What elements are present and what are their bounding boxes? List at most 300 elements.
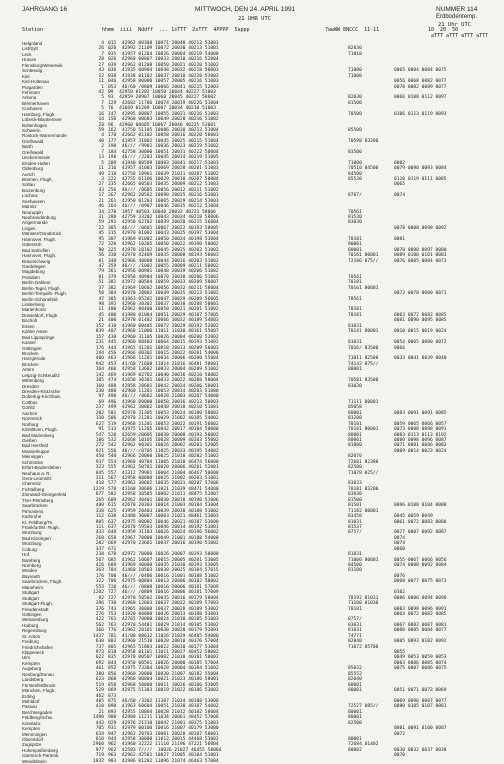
weather-groups: 70181	[348, 236, 362, 242]
weather-groups: 81031	[348, 552, 362, 558]
station-height: 363	[95, 568, 104, 574]
observation-groups: 648 41959 31103 10026 20024 40196 56002	[108, 530, 219, 536]
station-height: 21	[98, 709, 104, 715]
observation-groups: 490 46/// /0602 10028 21003 40207 54000	[108, 394, 219, 400]
weather-groups: 81530	[348, 215, 362, 220]
observation-groups: 875 46/60 /3302 11307 21034 40188 53000	[108, 698, 219, 704]
station-name: Würzburg	[22, 530, 42, 536]
station-height: 81	[98, 258, 104, 264]
soil-temps: 0064 0072 0082 0085	[394, 611, 447, 617]
observation-groups: 445 42960 00403 10064 20015 40193 51002	[108, 340, 219, 346]
station-name: Frankfurt/M. Flugh.	[22, 524, 61, 530]
station-height: 43	[98, 187, 104, 193]
station-height: 634	[95, 731, 104, 737]
soil-temps: 0096 0100 0104 0088	[394, 503, 447, 509]
station-name: Bocholt	[22, 318, 38, 324]
station-name: Aachen	[22, 410, 38, 416]
soil-temps: 0060	[394, 546, 406, 552]
station-name: Artern	[22, 367, 35, 373]
station-height: 21	[98, 318, 104, 324]
observation-groups: 637 42670 59503 10046 20014 40192 53001	[108, 524, 219, 530]
station-height: 433	[95, 530, 104, 536]
soil-temps: 0074	[394, 535, 406, 541]
station-height: 112	[95, 514, 104, 520]
observation-groups: 177 41957 31802 10045 20025 40215 51004	[108, 138, 219, 144]
volume-label: JAHRGANG 16	[22, 6, 68, 13]
station-name: Harzgerode	[22, 356, 46, 362]
station-height: 426	[95, 563, 104, 568]
station-height: 311	[95, 476, 104, 481]
station-height: 176	[95, 345, 104, 351]
station-height: 553	[95, 584, 104, 590]
weather-groups: 80001	[348, 709, 362, 715]
station-height: 72	[98, 242, 104, 248]
observation-groups: 393 42960 30302 10037 20038 40208 50001	[108, 302, 219, 307]
station-height: 338	[95, 508, 104, 514]
observation-groups: 962 42583 7//// 10026 21027 46455 58004	[108, 747, 222, 753]
observation-groups: 577 41962 30602 10035 20031 40207 57006	[108, 481, 219, 487]
observation-groups: 400 42962 00400 10050 20021 40201 51002	[108, 307, 219, 313]
station-name: Bremerhaven	[22, 100, 50, 106]
soil-temps: 0074	[394, 541, 406, 547]
station-height: 42	[98, 89, 104, 95]
weather-groups: 74142 875//	[348, 361, 379, 367]
station-name: Hamburg, Flugh.	[22, 111, 56, 117]
observation-groups: 567 42958 00000 10025 21002 40203 51001	[108, 476, 219, 481]
station-name: Greifswald	[22, 149, 44, 155]
station-name: Essen	[22, 323, 35, 329]
weather-groups: 70181	[348, 312, 362, 318]
station-height: 4	[101, 133, 104, 139]
observation-groups: 315 42970 01002 10043 20025 40197 53004	[108, 231, 219, 237]
observation-groups: 379 42958 40904 10070 20038 40206 51002	[108, 274, 219, 280]
observation-groups: 625 41959 20403 10039 20030 40188 51002	[108, 508, 219, 514]
soil-temps: 0082	[394, 160, 406, 166]
soil-temps: 0056 0068 0082 0077	[394, 79, 447, 85]
observation-groups: 704 41460 10503 10030 20025 40184 57015	[108, 568, 219, 574]
observation-groups: 222 42755 61106 10029 20010 40207 50004	[108, 176, 219, 182]
soil-temps: 0078 0088 0098 0092	[394, 225, 447, 231]
weather-groups: 80001	[348, 737, 362, 742]
station-name: Regensburg	[22, 628, 47, 634]
weather-groups: 71182 80001	[348, 508, 379, 514]
weather-groups: 72527 885//	[348, 704, 379, 710]
observation-groups: 548 42966 20000 10025 21010 40202 51002	[108, 454, 219, 460]
station-height: 43	[98, 68, 104, 74]
weather-groups: 81537	[348, 524, 362, 530]
observation-groups: 781 41/00 00612 11026 21029 46485 54000	[108, 633, 219, 639]
observation-groups: 856 42960 20000 10030 21007 40182 55004	[108, 671, 219, 677]
soil-temps: 0059 0065 0066 0057	[394, 421, 447, 427]
weather-groups: 71000	[348, 160, 362, 166]
weather-groups: 70510 84500	[348, 166, 379, 172]
observation-groups: 93 42959 20907 10060 20045 40227 58002	[108, 95, 216, 101]
station-height: 231	[95, 340, 104, 346]
soil-temps: 0049 0053 0059 0053	[394, 655, 447, 661]
weather-groups: 81031	[348, 519, 362, 525]
observation-groups: 818 42958 01101 11011 20027 40452 58002	[108, 650, 219, 655]
station-height: 268	[95, 535, 104, 541]
soil-temps: 0075 0087 0086 0075	[394, 666, 447, 672]
station-name: Göttingen	[22, 345, 42, 351]
weather-groups: 80001	[348, 247, 362, 253]
station-name: Brocken	[22, 361, 39, 367]
station-height: 31	[98, 215, 104, 220]
column-head-soil-temp: 10 20 50 aTTT aTTT aTTT aTTT	[428, 27, 489, 39]
observation-groups: 453 41/60 71608 11014 21016 46481 58001	[108, 361, 219, 367]
station-height: 977	[95, 747, 104, 753]
station-name: Freiburg	[22, 639, 39, 645]
station-name: Chemnitz	[22, 481, 42, 487]
soil-temps: 0065 0084 0084 0075	[394, 68, 447, 74]
station-height: 2960	[92, 742, 104, 748]
station-height: 942	[95, 361, 104, 367]
station-height: 5	[101, 160, 104, 166]
station-name: Schwerin	[22, 128, 41, 133]
observation-groups: 554 41960 40704 11005 21010 46474 56000	[108, 459, 219, 465]
station-name: Potsdam	[22, 274, 40, 280]
soil-temps: 0069 0090 0087 0077	[394, 698, 447, 704]
station-name: Flensburg/Weserwik	[22, 62, 63, 68]
weather-groups: 70161 80001	[348, 285, 379, 291]
station-height: 692	[95, 660, 104, 666]
soil-temps: 0072	[394, 731, 406, 737]
station-height: 3	[101, 176, 104, 182]
soil-temps: 0083 0098 0096 0091	[394, 606, 447, 612]
soil-temps: 0078 0082 0089 0077	[394, 84, 447, 90]
weather-groups: 8757/	[348, 530, 362, 536]
soil-temps: 0110 0119 0111 0085	[394, 176, 447, 182]
station-height: 95	[98, 236, 104, 242]
soil-temps: 0054 0065 0080 0072	[394, 340, 447, 346]
station-height: 34	[98, 209, 104, 215]
observation-groups: 944 42958 30000 11012 20015 44468 53002	[108, 737, 219, 742]
soil-temp-label: Erdbodentemp.	[436, 14, 478, 20]
weather-groups: 70561	[348, 296, 362, 302]
weather-groups: 80002	[348, 747, 362, 753]
station-name: Kl. Feldberg/Ts.	[22, 519, 54, 525]
observation-groups: 267 42962 20502 10090 20035 40216 53001	[108, 193, 219, 199]
observation-groups: 270 1957 40503 10040 20032 40223 58006	[108, 209, 216, 215]
station-height: 396	[95, 601, 104, 607]
soil-temps: 0055	[394, 650, 406, 655]
weather-groups: 83030	[348, 383, 362, 389]
station-height: 11	[98, 166, 104, 172]
observation-groups: 858 42968 50000 10011 10026 40186 53005	[108, 682, 219, 688]
weather-groups: 71072 85700	[348, 644, 379, 650]
observation-groups: 460 42958 13602 10033 20004 40209 51002	[108, 367, 219, 373]
weather-groups: 71078 825//	[348, 470, 379, 476]
observation-groups: 209 41940 00509 10083 20041 40217 51003	[108, 160, 219, 166]
observation-groups: 348 42966 40000 10044 20016 40203 51002	[108, 258, 219, 264]
observation-groups: 235 42665 00503 10035 20009 40212 51003	[108, 182, 219, 188]
observation-groups: 474 41658 30301 10033 20022 40208 58004	[108, 378, 219, 384]
station-height: 45	[98, 312, 104, 318]
station-name: Memmingen	[22, 731, 47, 737]
station-name: Konstanz	[22, 720, 41, 726]
soil-temps: 0080 0105 0107 0081	[394, 704, 447, 710]
weather-groups: 81031	[348, 340, 362, 346]
observation-groups: 198 46/// /2203 10045 20014 40219 51005	[108, 155, 219, 161]
observation-groups: 400 41980 01004 10051 20029 40187 57005	[108, 312, 219, 318]
weather-groups: 82070	[348, 454, 362, 460]
weather-groups: 71011 82500	[348, 356, 379, 362]
weather-groups: 70161 80001	[348, 253, 379, 259]
observation-groups: 835 42970 00507 10002 21010 40181 50002	[108, 655, 219, 661]
table-row	[22, 759, 492, 764]
weather-groups: 71000 80001	[348, 557, 379, 563]
station-height: 37	[98, 285, 104, 291]
station-name: Putgarden	[22, 84, 43, 90]
station-height: 91	[98, 427, 104, 433]
station-name: Wittenberg	[22, 378, 44, 384]
observation-groups: 382 41969 10602 10056 20032 40211 58004	[108, 285, 219, 291]
observation-groups: 555 41962 50701 10020 20006 40201 52001	[108, 465, 219, 471]
observation-groups: 542 42962 00301 10026 20002 40203 52005	[108, 443, 219, 449]
observation-groups: 678 42972 70000 10026 20007 40193 50000	[108, 552, 219, 558]
observation-groups: 763 42970 54401 10029 21014 40185 53002	[108, 622, 219, 628]
station-name: Bad Lippspringe	[22, 334, 55, 340]
soil-temps: 0030 0032 0037 0038	[394, 747, 447, 753]
observation-groups: 499 42962 30802 10040 20010 40210 51001	[108, 405, 219, 411]
weather-groups: 81500	[348, 100, 362, 106]
observation-groups: 501 42970 31305 10053 20024 40180 58002	[108, 410, 219, 416]
weather-groups: 82040	[348, 677, 362, 683]
weather-groups: 81100	[348, 568, 362, 574]
station-name: Zinnwald-Georgenfeld	[22, 492, 67, 498]
weather-groups: 83458	[348, 514, 362, 520]
weather-groups: 81031	[348, 628, 362, 634]
station-height: 98	[98, 302, 104, 307]
station-height: 1202	[92, 590, 104, 596]
station-height: 157	[95, 334, 104, 340]
observation-groups: 496 41960 00000 10050 20016 40213 50003	[108, 399, 219, 405]
station-name: Berlin-Tegel, Flugh.	[22, 285, 61, 291]
station-name: Bad Marienberg	[22, 432, 55, 438]
observation-groups: 519 42968 21201 10053 20022 40191 56002	[108, 421, 219, 427]
station-height: 46	[98, 204, 104, 210]
observation-groups: 384 42970 20802 10049 20035 40213 51002	[108, 291, 219, 297]
soil-temps: 0051 0071 0073 0069	[394, 688, 447, 694]
soil-temps: 0078 0090 0097 0088	[394, 247, 447, 253]
soil-obs-time: 21 Uhr UTC	[438, 22, 472, 28]
station-name: Fehmarn	[22, 89, 41, 95]
weather-groups: 74771	[348, 633, 362, 639]
station-height: 26	[98, 46, 104, 52]
observation-groups: 09 42958 01202 10050 20044 40227 51003	[108, 89, 216, 95]
observation-groups: 761 42765 70000 10024 21010 40185 51003	[108, 617, 219, 623]
station-height: 5	[101, 95, 104, 101]
station-height: 59	[98, 128, 104, 133]
station-height: 366	[95, 628, 104, 634]
soil-temps: 0066	[394, 345, 406, 351]
soil-temps: 0066 0108 0112 0097	[394, 95, 447, 101]
observation-groups: 338 42970 42409 10035 20008 40193 50003	[108, 253, 219, 259]
observation-groups: 190 46/// /9901 10036 20023 40219 51002	[108, 144, 219, 150]
observation-groups: 400 42970 01402 10066 10032 40189 54003	[108, 318, 219, 324]
weather-groups: 70181	[348, 606, 362, 612]
station-name: Gera-Leumnitz	[22, 476, 52, 481]
station-height: 480	[95, 503, 104, 509]
station-name: Stuttgart	[22, 595, 40, 601]
observation-groups: 947 42962 20703 10001 20028 40187 58001	[108, 731, 219, 737]
station-name: Erding	[22, 693, 36, 699]
station-height: 2	[101, 144, 104, 150]
station-height: 337	[95, 546, 104, 552]
station-name: Münster/Osnabrück	[22, 231, 62, 237]
station-name: Magdeburg	[22, 269, 45, 275]
soil-temps: 0102	[394, 590, 406, 596]
station-height: 973	[95, 650, 104, 655]
station-height: 322	[95, 579, 104, 585]
station-height: 50	[98, 291, 104, 297]
station-height: 719	[95, 753, 104, 759]
station-name: Passau	[22, 704, 38, 710]
observation-groups: 706 42975 00804 10013 20006 40182 58002	[108, 579, 219, 585]
weather-groups: 85530	[348, 176, 362, 182]
station-name: Lindenberg	[22, 302, 45, 307]
station-height: 56	[98, 253, 104, 259]
soil-temps: 0080 0098 0096 0087	[394, 437, 447, 443]
observation-groups: 983 42986 01202 11096 21074 46463 57004	[108, 758, 219, 764]
observation-groups: 026 42960 00807 10033 20010 40216 52004	[108, 57, 219, 63]
station-name: Trier-Petrisberg	[22, 497, 54, 503]
soil-temps: 0074	[394, 193, 406, 199]
station-height: 405	[95, 698, 104, 704]
station-name: Mannheim	[22, 584, 44, 590]
weather-groups: 84500	[348, 563, 362, 568]
station-height: 160	[95, 383, 104, 389]
column-head-group: 7wwWW 8NCCC 11-11	[325, 27, 380, 33]
station-height: 90	[98, 247, 104, 253]
observation-groups: 035 41957 01204 10026 20004 40219 54000	[108, 51, 219, 57]
observation-groups: 671	[108, 546, 122, 552]
station-height: 418	[95, 481, 104, 487]
station-name: Emden-Hafen	[22, 160, 50, 166]
station-name: Düsseldorf, Flugh.	[22, 312, 59, 318]
soil-temps: 0081 0091 0100 0087	[394, 726, 447, 732]
observation-groups: 361 42956 00901 10048 20039 40206 51002	[108, 269, 219, 275]
weather-groups: 83030	[348, 220, 362, 226]
station-height: 450	[95, 454, 104, 460]
observation-groups: 860 42960 00004 10021 21023 40186 58001	[108, 677, 219, 683]
station-name: Stuttgart-Flugh.	[22, 601, 54, 607]
station-name: Kiel-Holtenau	[22, 79, 50, 85]
station-name: Lüchow	[22, 193, 38, 199]
station-name: Doberlug-Kirchhain	[22, 394, 61, 400]
station-name: Fichtelberg	[22, 486, 45, 492]
soil-temps: 0086 0086 0094 0090	[394, 595, 447, 601]
station-height: 176	[95, 573, 104, 579]
weather-groups: 72684 81402	[348, 742, 379, 748]
station-name: Garmisch-Partenk.	[22, 753, 60, 759]
station-name: Greifswald	[22, 138, 44, 144]
observation-groups: 869 42975 51303 10019 21022 40186 53002	[108, 688, 219, 694]
soil-temps: 0068 0077 0075 0073	[394, 579, 447, 585]
observation-groups: 743 41965 30000 10037 20028 40189 53002	[108, 606, 219, 612]
observation-groups: 727 46/// /0809 10016 20006 40181 57009	[108, 590, 219, 596]
station-name: Berlin-Tempelh. Flugh.	[22, 291, 68, 297]
weather-groups: 70561	[348, 209, 362, 215]
station-height: 567	[95, 557, 104, 563]
observation-groups: 325 42970 10102 10045 20025 40203 51002	[108, 247, 219, 253]
station-name: Augsburg	[22, 666, 42, 672]
station-height: 186	[95, 437, 104, 443]
observation-groups: 320 42962 10205 10050 20022 40190 50002	[108, 242, 219, 248]
observation-groups: 410 41960 00405 10072 20029 40192 52002	[108, 323, 219, 329]
station-height: 627	[95, 421, 104, 427]
station-name: Angermünde	[22, 220, 48, 226]
station-name: Barth	[22, 144, 33, 150]
soil-temps: 0072 0078 0080 0071	[394, 291, 447, 297]
observation-groups: 184 42758 30000 10051 20031 40222 50004	[108, 149, 219, 155]
soil-temps: 0083 0086 0085 0074	[394, 660, 447, 666]
weather-groups: 8787/	[348, 193, 362, 199]
station-name: Bad Kissingen	[22, 535, 51, 541]
observation-groups: 582 42958 30505 10002 21011 48475 52007	[108, 492, 219, 498]
station-name: Klippeneck	[22, 650, 45, 655]
station-height: 27	[98, 182, 104, 188]
station-height: 21	[98, 198, 104, 204]
observation-groups: 407 41960 11006 11011 11030 40161 55007	[108, 329, 219, 335]
station-name: Gütersloh	[22, 242, 42, 248]
column-head-station: Station	[22, 27, 44, 33]
observation-groups: 256 46/// /0605 10056 20012 40211 51002	[108, 187, 219, 193]
station-height: 16	[98, 111, 104, 117]
station-name: Hof	[22, 552, 30, 558]
station-name: Ueckermünde	[22, 155, 51, 161]
observation-groups: 520 42659 20605 10030 20008 40193 50002	[108, 432, 219, 438]
weather-groups: 82030	[348, 46, 362, 52]
station-name: Seehausen	[22, 198, 45, 204]
observation-groups: 170 42662 01102 10058 20016 40220 50003	[108, 133, 219, 139]
observation-groups: 615 42670 20303 10014 21003 40184 53004	[108, 503, 219, 509]
soil-temps: 0081	[394, 236, 406, 242]
station-height: 5	[101, 106, 104, 112]
weather-groups: 82500	[348, 465, 362, 471]
soil-temps: 0065	[394, 182, 406, 188]
station-height: 272	[95, 443, 104, 449]
soil-temps: 0055 0067 0066 0056	[394, 557, 447, 563]
observation-groups: 463 41968 11201 10034 20006 40200 55004	[108, 356, 219, 362]
station-height: 13	[98, 155, 104, 161]
weather-groups: 83033	[348, 481, 362, 487]
station-height: 562	[95, 622, 104, 628]
observation-groups: 609 42962 40401 10030 20018 40190 51006	[108, 497, 219, 503]
station-name: Würzburg	[22, 541, 42, 547]
observation-groups: 557 41312 79901 10004 21004 46467 50000	[108, 470, 219, 476]
station-name: Harburg	[22, 622, 39, 628]
observation-groups: 147 42995 00807 10055 20021 40216 51003	[108, 111, 219, 117]
station-name: Neuhaus a. R.	[22, 470, 51, 476]
station-height: 1490	[92, 715, 104, 721]
station-height: 28	[98, 57, 104, 63]
observation-groups: 700 46/// /0406 10016 21001 40188 51002	[108, 573, 219, 579]
soil-temps	[394, 759, 490, 764]
weather-groups: 70561	[348, 274, 362, 280]
soil-temps: 0079 0090 0093 0084	[394, 166, 447, 172]
station-height: 282	[95, 541, 104, 547]
observation-groups: 381 41972 00504 10059 20033 40209 58007	[108, 280, 219, 286]
station-name: Berlin-Dahlem	[22, 280, 51, 286]
station-name: Hannover, Flugh.	[22, 236, 57, 242]
weather-groups: 7016/ 83500	[348, 345, 379, 351]
station-name: Fürstenfeldbruck	[22, 682, 56, 688]
station-height: 877	[95, 492, 104, 498]
station-name: Coburg	[22, 546, 37, 552]
soil-temps: 0080 0085 0084 0077	[394, 628, 447, 634]
station-name: Zugspitze	[22, 742, 42, 748]
